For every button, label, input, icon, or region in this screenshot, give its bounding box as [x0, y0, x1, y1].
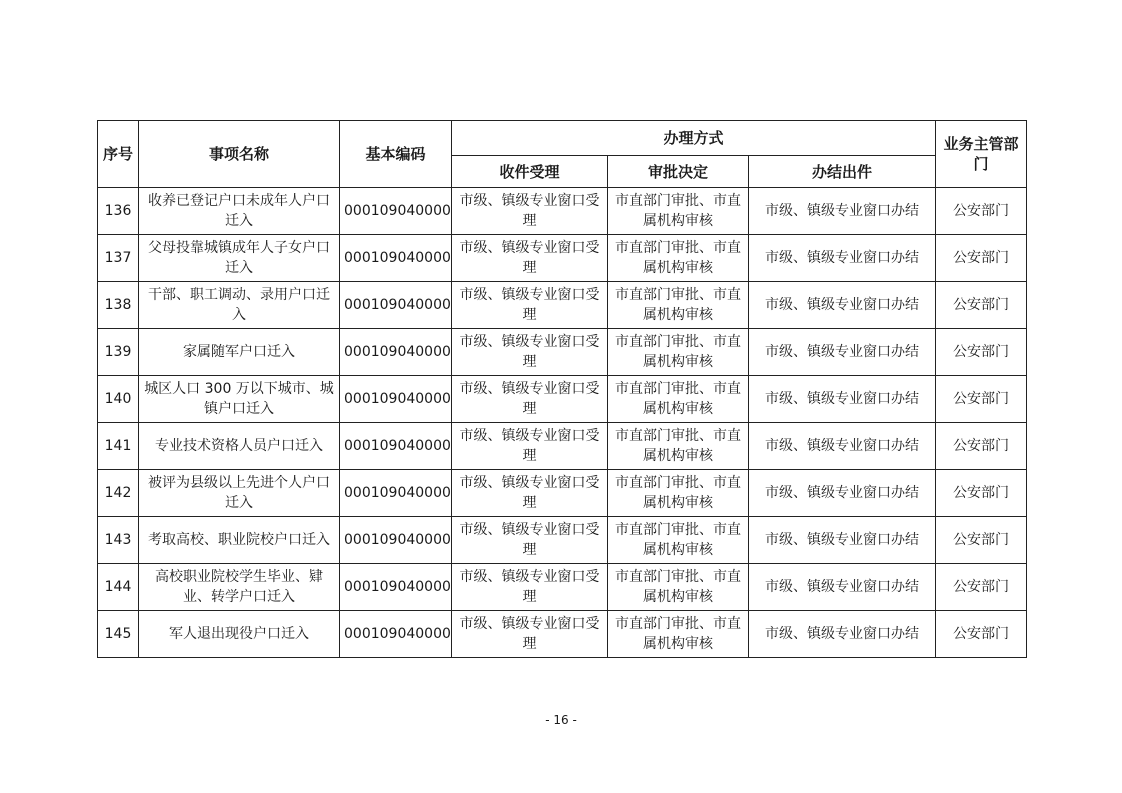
- cell-approve: 市直部门审批、市直属机构审核: [608, 376, 749, 423]
- cell-approve: 市直部门审批、市直属机构审核: [608, 611, 749, 658]
- cell-dept: 公安部门: [936, 423, 1027, 470]
- cell-seq: 142: [98, 470, 139, 517]
- cell-issue: 市级、镇级专业窗口办结: [749, 564, 936, 611]
- cell-name: 父母投靠城镇成年人子女户口迁入: [139, 235, 340, 282]
- header-seq: 序号: [98, 121, 139, 188]
- cell-name: 军人退出现役户口迁入: [139, 611, 340, 658]
- cell-seq: 145: [98, 611, 139, 658]
- cell-approve: 市直部门审批、市直属机构审核: [608, 517, 749, 564]
- cell-name: 家属随军户口迁入: [139, 329, 340, 376]
- cell-approve: 市直部门审批、市直属机构审核: [608, 564, 749, 611]
- cell-code: 000109040000: [340, 376, 452, 423]
- cell-code: 000109040000: [340, 329, 452, 376]
- cell-approve: 市直部门审批、市直属机构审核: [608, 282, 749, 329]
- cell-receive: 市级、镇级专业窗口受理: [452, 611, 608, 658]
- cell-receive: 市级、镇级专业窗口受理: [452, 282, 608, 329]
- cell-seq: 139: [98, 329, 139, 376]
- cell-dept: 公安部门: [936, 611, 1027, 658]
- table-row: [98, 188, 1027, 235]
- table-row: [98, 235, 1027, 282]
- cell-code: 000109040000: [340, 564, 452, 611]
- cell-name: 考取高校、职业院校户口迁入: [139, 517, 340, 564]
- header-approve: 审批决定: [608, 156, 749, 188]
- table-row: [98, 282, 1027, 329]
- cell-approve: 市直部门审批、市直属机构审核: [608, 188, 749, 235]
- header-row-top: [98, 121, 1027, 156]
- cell-dept: 公安部门: [936, 470, 1027, 517]
- cell-code: 000109040000: [340, 517, 452, 564]
- cell-name: 高校职业院校学生毕业、肄业、转学户口迁入: [139, 564, 340, 611]
- cell-seq: 138: [98, 282, 139, 329]
- cell-receive: 市级、镇级专业窗口受理: [452, 329, 608, 376]
- table-row: [98, 329, 1027, 376]
- cell-issue: 市级、镇级专业窗口办结: [749, 611, 936, 658]
- cell-issue: 市级、镇级专业窗口办结: [749, 470, 936, 517]
- cell-seq: 143: [98, 517, 139, 564]
- cell-receive: 市级、镇级专业窗口受理: [452, 470, 608, 517]
- cell-code: 000109040000: [340, 282, 452, 329]
- table-row: [98, 564, 1027, 611]
- header-issue: 办结出件: [749, 156, 936, 188]
- cell-receive: 市级、镇级专业窗口受理: [452, 188, 608, 235]
- matters-table: [97, 120, 1027, 658]
- cell-name: 专业技术资格人员户口迁入: [139, 423, 340, 470]
- header-dept: 业务主管部门: [936, 121, 1027, 188]
- page-number: - 16 -: [545, 713, 577, 727]
- cell-issue: 市级、镇级专业窗口办结: [749, 517, 936, 564]
- cell-approve: 市直部门审批、市直属机构审核: [608, 329, 749, 376]
- cell-dept: 公安部门: [936, 376, 1027, 423]
- header-method-group: 办理方式: [452, 121, 936, 156]
- cell-dept: 公安部门: [936, 329, 1027, 376]
- cell-code: 000109040000: [340, 611, 452, 658]
- cell-code: 000109040000: [340, 423, 452, 470]
- cell-receive: 市级、镇级专业窗口受理: [452, 423, 608, 470]
- cell-receive: 市级、镇级专业窗口受理: [452, 235, 608, 282]
- cell-dept: 公安部门: [936, 517, 1027, 564]
- cell-receive: 市级、镇级专业窗口受理: [452, 564, 608, 611]
- header-name: 事项名称: [139, 121, 340, 188]
- cell-name: 收养已登记户口未成年人户口迁入: [139, 188, 340, 235]
- table-row: [98, 470, 1027, 517]
- cell-code: 000109040000: [340, 470, 452, 517]
- cell-seq: 144: [98, 564, 139, 611]
- table-row: [98, 517, 1027, 564]
- header-code: 基本编码: [340, 121, 452, 188]
- cell-issue: 市级、镇级专业窗口办结: [749, 282, 936, 329]
- cell-approve: 市直部门审批、市直属机构审核: [608, 235, 749, 282]
- header-receive: 收件受理: [452, 156, 608, 188]
- cell-issue: 市级、镇级专业窗口办结: [749, 188, 936, 235]
- cell-approve: 市直部门审批、市直属机构审核: [608, 423, 749, 470]
- cell-name: 被评为县级以上先进个人户口迁入: [139, 470, 340, 517]
- cell-issue: 市级、镇级专业窗口办结: [749, 423, 936, 470]
- cell-seq: 141: [98, 423, 139, 470]
- cell-code: 000109040000: [340, 188, 452, 235]
- cell-code: 000109040000: [340, 235, 452, 282]
- cell-dept: 公安部门: [936, 235, 1027, 282]
- table-row: [98, 376, 1027, 423]
- cell-seq: 136: [98, 188, 139, 235]
- cell-name: 干部、职工调动、录用户口迁入: [139, 282, 340, 329]
- cell-receive: 市级、镇级专业窗口受理: [452, 517, 608, 564]
- cell-issue: 市级、镇级专业窗口办结: [749, 235, 936, 282]
- table-row: [98, 423, 1027, 470]
- cell-dept: 公安部门: [936, 188, 1027, 235]
- cell-name: 城区人口 300 万以下城市、城镇户口迁入: [139, 376, 340, 423]
- cell-issue: 市级、镇级专业窗口办结: [749, 376, 936, 423]
- cell-seq: 140: [98, 376, 139, 423]
- table-row: [98, 611, 1027, 658]
- cell-receive: 市级、镇级专业窗口受理: [452, 376, 608, 423]
- cell-dept: 公安部门: [936, 564, 1027, 611]
- cell-seq: 137: [98, 235, 139, 282]
- cell-issue: 市级、镇级专业窗口办结: [749, 329, 936, 376]
- cell-dept: 公安部门: [936, 282, 1027, 329]
- cell-approve: 市直部门审批、市直属机构审核: [608, 470, 749, 517]
